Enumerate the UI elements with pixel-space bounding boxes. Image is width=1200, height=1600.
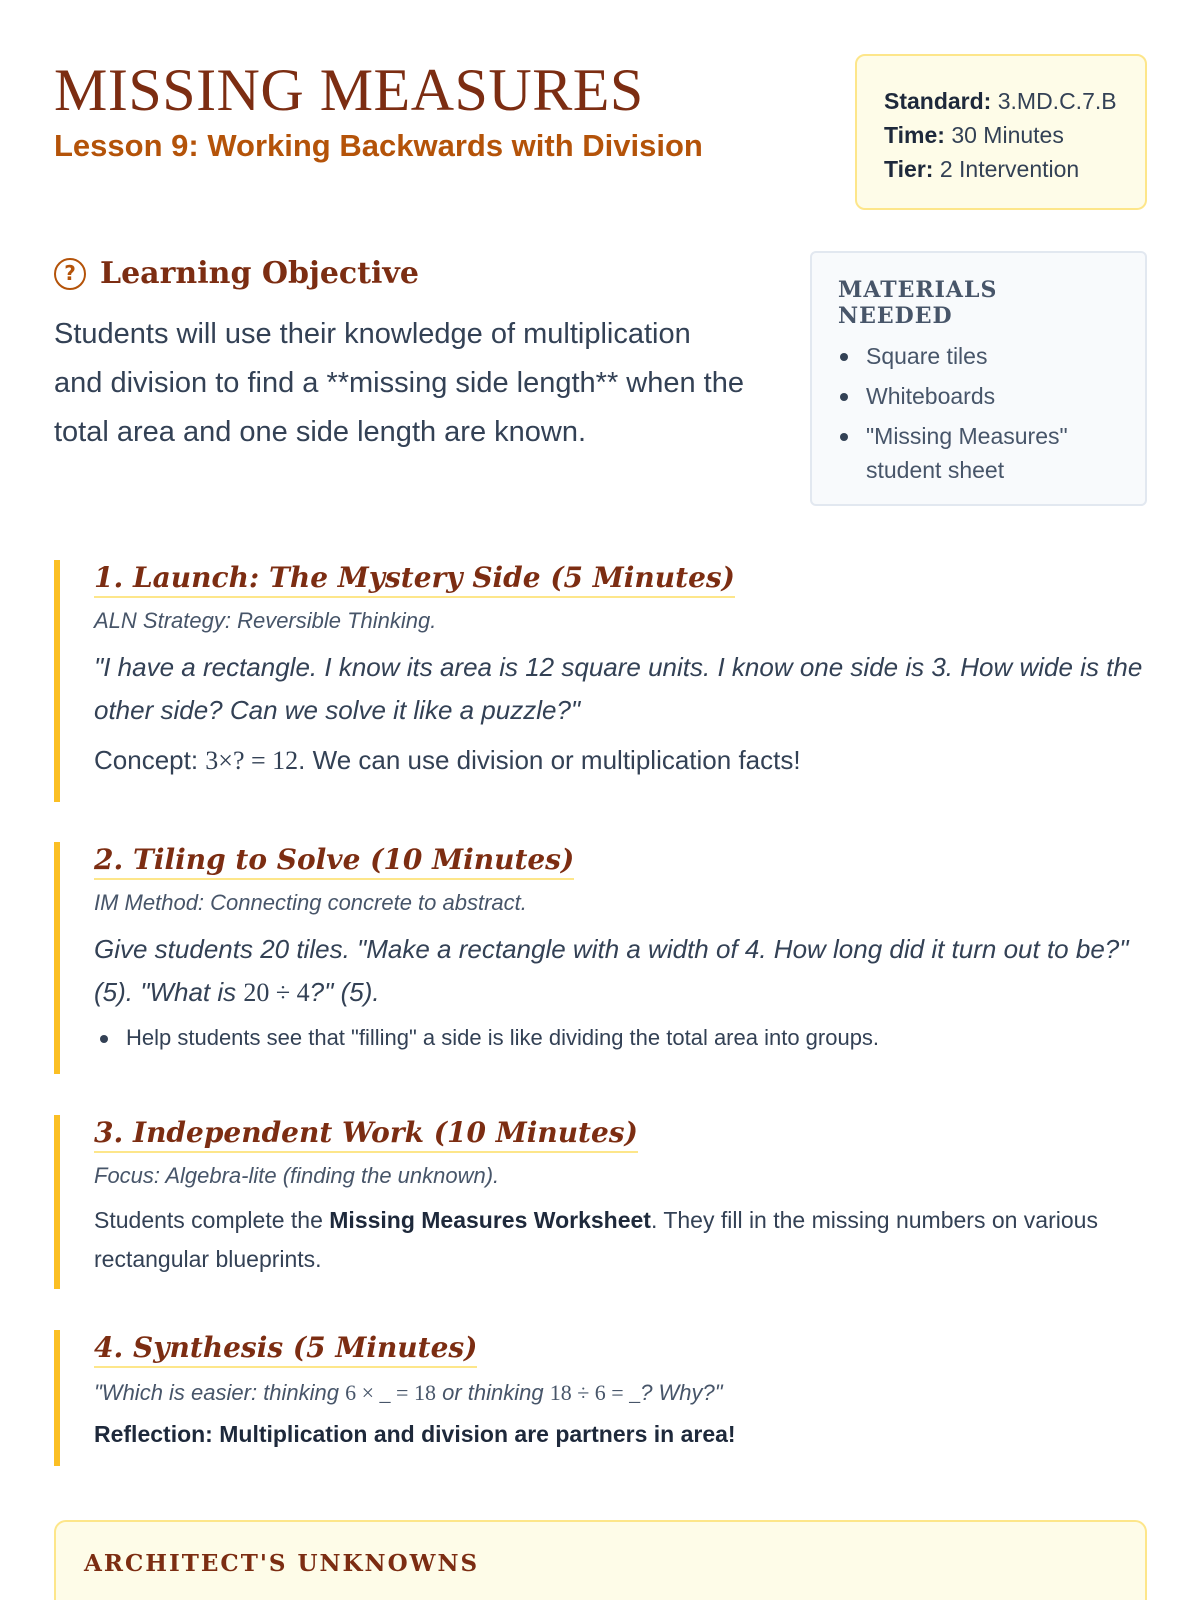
- section-text: [94, 1201, 1150, 1279]
- quote-math: 20 ÷ 4: [243, 978, 310, 1007]
- question-math-2: 18 ÷ 6 = _: [549, 1380, 641, 1405]
- lesson-header: [54, 58, 814, 164]
- concept-prefix: Concept:: [94, 745, 206, 775]
- standard-value: 3.MD.C.7.B: [997, 88, 1117, 114]
- materials-box: [810, 251, 1147, 506]
- list-item: Whiteboards: [838, 379, 1119, 413]
- section-synthesis: [54, 1330, 1150, 1466]
- section-quote: "I have a rectangle. I know its area is 12 square units. I know one side is 3. How wide is the other side? Can we solve it like a puzzle?": [94, 652, 1143, 725]
- section-quote: [94, 928, 1150, 1014]
- objective-heading-text: Learning Objective: [100, 256, 419, 291]
- time-label: Time:: [884, 122, 945, 148]
- objective-heading: [54, 254, 744, 294]
- quote-part-a: Give students 20 tiles. "Make a rectangle with a width of 4. How long did it turn out to be?" (5). "What is: [94, 934, 1129, 1007]
- lesson-meta-box: [855, 54, 1147, 210]
- synthesis-question: [94, 1378, 1150, 1408]
- section-title: 1. Launch: The Mystery Side (5 Minutes): [94, 560, 735, 598]
- lesson-subtitle: Lesson 9: Working Backwards with Division: [54, 128, 703, 163]
- quote-part-b: ?" (5).: [309, 977, 380, 1007]
- list-item: "Missing Measures" student sheet: [838, 419, 1119, 487]
- section-title: 2. Tiling to Solve (10 Minutes): [94, 842, 574, 880]
- text-part-a: Students complete the: [94, 1207, 330, 1233]
- reflection-text: Reflection: Multiplication and division are partners in area!: [94, 1421, 736, 1447]
- materials-list: [838, 339, 1119, 487]
- standard-row: [884, 84, 1121, 118]
- tier-label: Tier:: [884, 156, 934, 182]
- section-independent: [54, 1115, 1150, 1289]
- question-part-b: or thinking: [435, 1380, 550, 1405]
- tier-row: [884, 152, 1121, 186]
- materials-heading: MATERIALS NEEDED: [838, 277, 998, 329]
- time-value: 30 Minutes: [951, 122, 1064, 148]
- time-row: [884, 118, 1121, 152]
- concept-suffix: . We can use division or multiplication facts!: [298, 745, 801, 775]
- standard-label: Standard:: [884, 88, 992, 114]
- list-item: Square tiles: [838, 339, 1119, 373]
- question-part-c: ? Why?": [640, 1380, 723, 1405]
- architects-unknowns-box: [54, 1520, 1147, 1600]
- question-math-1: 6 × _ = 18: [345, 1380, 436, 1405]
- objective-text: Students will use their knowledge of multiplication and division to find a **missing side length** when the total area and one side length are known.: [54, 318, 744, 448]
- worksheet-name: Missing Measures Worksheet: [329, 1207, 651, 1233]
- question-circle-icon: ?: [54, 258, 86, 290]
- section-launch: [54, 560, 1150, 802]
- section-concept: [94, 740, 1150, 781]
- concept-math: 3×? = 12: [205, 746, 299, 775]
- question-part-a: "Which is easier: thinking: [94, 1380, 346, 1405]
- section-strategy: ALN Strategy: Reversible Thinking.: [94, 608, 437, 633]
- learning-objective: [54, 254, 744, 457]
- section-title: 3. Independent Work (10 Minutes): [94, 1115, 638, 1153]
- unknowns-heading: ARCHITECT'S UNKNOWNS: [84, 1550, 480, 1577]
- section-strategy: IM Method: Connecting concrete to abstract.: [94, 890, 527, 915]
- section-tiling: [54, 842, 1150, 1074]
- list-item: Help students see that "filling" a side is like dividing the total area into groups.: [94, 1022, 1150, 1054]
- page-title: MISSING MEASURES: [54, 57, 644, 123]
- section-strategy: Focus: Algebra-lite (finding the unknown).: [94, 1163, 500, 1188]
- section-title: 4. Synthesis (5 Minutes): [94, 1330, 477, 1368]
- text-part-b: . They fill in the missing numbers on various rectangular blueprints.: [94, 1207, 1098, 1272]
- tier-value: 2 Intervention: [939, 156, 1080, 182]
